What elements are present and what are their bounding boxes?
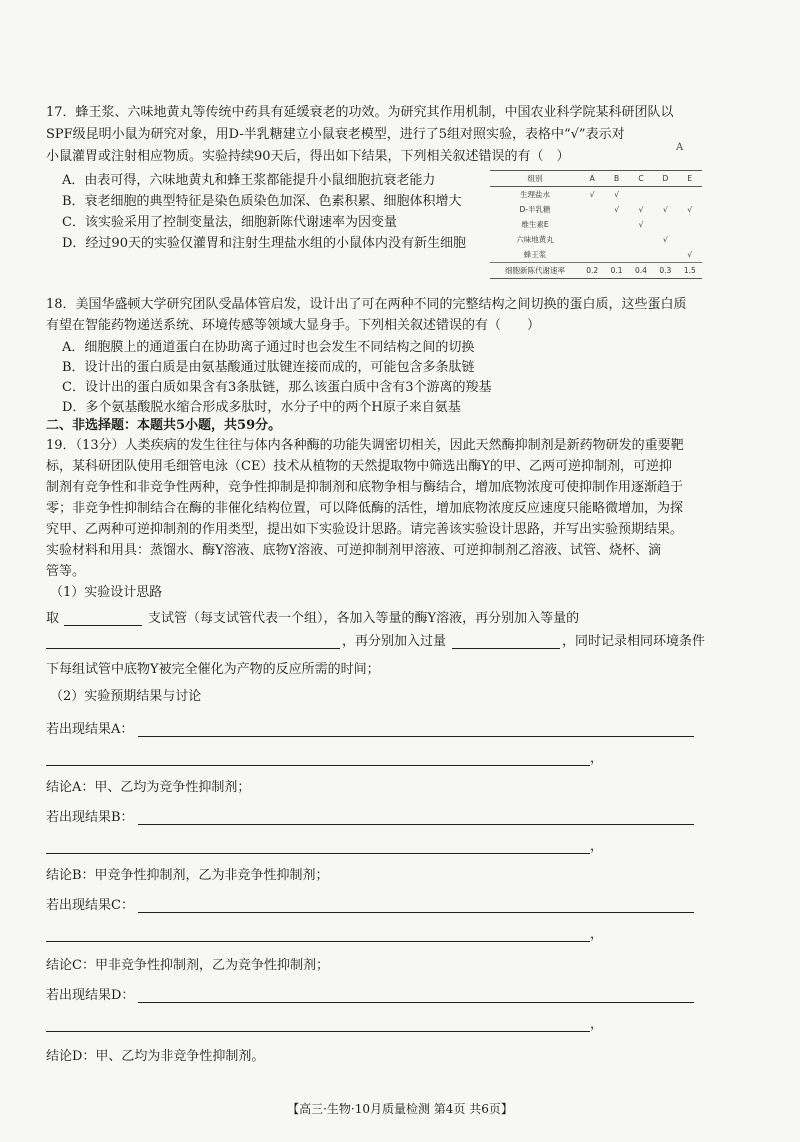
table-cell: √	[638, 205, 644, 214]
conclusion-d: 结论D：甲、乙均为非竞争性抑制剂。	[46, 1049, 265, 1064]
table-cell	[604, 232, 628, 247]
result-d-blank-2[interactable]	[46, 1031, 590, 1032]
blank-1[interactable]	[64, 625, 142, 626]
table-cell: 生理盐水	[520, 190, 550, 199]
table-cell: 0.2	[580, 263, 604, 279]
result-a-blank-1[interactable]	[138, 736, 694, 737]
part1-text-b: 支试管（每支试管代表一个组），各加入等量的酶Y溶液，再分别加入等量的	[148, 611, 580, 626]
q17-table	[490, 170, 702, 279]
table-cell: 细胞新陈代谢速率	[490, 263, 580, 279]
part2-title: （2）实验预期结果与讨论	[50, 689, 202, 704]
table-cell	[580, 232, 604, 247]
table-row	[490, 202, 702, 217]
q19-line: 管等。	[46, 564, 86, 579]
result-b-blank-2[interactable]	[46, 853, 590, 854]
q17-stem-line2: SPF级昆明小鼠为研究对象，用D-半乳糖建立小鼠衰老模型，进行了5组对照实验，表格中“√”表示对	[46, 127, 625, 142]
part1-title: （1）实验设计思路	[50, 585, 163, 600]
table-cell: √	[589, 190, 595, 199]
part1-text-a: 取	[46, 611, 60, 626]
blank-3[interactable]	[452, 648, 560, 649]
table-cell	[653, 247, 677, 263]
table-cell	[653, 187, 677, 203]
q17-stem-line1: 17．蜂王浆、六味地黄丸等传统中药具有延缓衰老的功效。为研究其作用机制，中国农业科学院某科研团队以	[46, 105, 674, 120]
table-header-cell: 组别	[490, 171, 580, 187]
part1-text-c: ，再分别加入过量	[342, 634, 447, 649]
table-cell: 0.3	[653, 263, 677, 279]
table-row	[490, 247, 702, 263]
result-a-label: 若出现结果A：	[46, 722, 134, 737]
table-header-row	[490, 171, 702, 187]
q17-option-d: D．经过90天的实验仅灌胃和注射生理盐水组的小鼠体内没有新生细胞	[62, 236, 466, 251]
table-cell: 维生素E	[521, 220, 549, 229]
table-header-cell: E	[678, 171, 702, 187]
result-b-label: 若出现结果B：	[46, 810, 134, 825]
table-cell	[580, 217, 604, 232]
table-cell: √	[614, 205, 619, 214]
q19-line: 零；非竞争性抑制结合在酶的非催化结构位置，可以降低酶的活性，增加底物浓度反应速度只能略微增加，为探	[46, 501, 684, 516]
table-cell: √	[687, 205, 693, 214]
q19-line: 实验材料和用具：蒸馏水、酶Y溶液、底物Y溶液、可逆抑制剂甲溶液、可逆抑制剂乙溶液、试管、烧杯、滴	[46, 543, 662, 558]
q18-stem-line2: 有望在智能药物递送系统、环境传感等领域大显身手。下列相关叙述错误的有（ ）	[46, 318, 541, 333]
table-cell	[653, 217, 677, 232]
table-header-cell: C	[629, 171, 653, 187]
q19-line: 标，某科研团队使用毛细管电泳（CE）技术从植物的天然提取物中筛选出酶Y的甲、乙两可逆抑制剂，可逆抑	[46, 459, 673, 474]
result-c-blank-2[interactable]	[46, 941, 590, 942]
q18-option-b: B．设计出的蛋白质是由氨基酸通过肽键连接而成的，可能包含多条肽链	[62, 360, 475, 375]
conclusion-a: 结论A：甲、乙均为竞争性抑制剂；	[46, 780, 251, 795]
conclusion-c: 结论C：甲非竞争性抑制剂，乙为竞争性抑制剂；	[46, 958, 329, 973]
table-cell: 1.5	[678, 263, 702, 279]
table-cell: 0.4	[629, 263, 653, 279]
table-cell	[580, 247, 604, 263]
q18-option-a: A．细胞膜上的通道蛋白在协助离子通过时也会发生不同结构之间的切换	[62, 340, 475, 355]
table-row	[490, 263, 702, 279]
part1-text-d: ，同时记录相同环境条件	[562, 634, 706, 649]
table-cell	[604, 247, 628, 263]
blank-2[interactable]	[46, 648, 340, 649]
table-header-cell: D	[653, 171, 677, 187]
q18-option-d: D．多个氨基酸脱水缩合形成多肽时，水分子中的两个H原子来自氨基	[62, 400, 461, 415]
table-cell: √	[687, 250, 693, 259]
table-header-cell: A	[580, 171, 604, 187]
corner-mark: A	[676, 142, 684, 153]
result-c-blank-1[interactable]	[138, 912, 694, 913]
part1-text-e: 下每组试管中底物Y被完全催化为产物的反应所需的时间；	[46, 662, 380, 677]
result-b-blank-1[interactable]	[138, 824, 694, 825]
result-c-label: 若出现结果C：	[46, 898, 134, 913]
comma: ，	[590, 1017, 604, 1032]
page-footer: 【高三·生物·10月质量检测 第4页 共6页】	[287, 1102, 513, 1116]
q17-option-b: B．衰老细胞的典型特征是染色质染色加深、色素积累、细胞体积增大	[62, 194, 462, 209]
comma: ，	[590, 927, 604, 942]
result-a-blank-2[interactable]	[46, 765, 590, 766]
table-cell	[678, 187, 702, 203]
q17-option-a: A．由表可得，六味地黄丸和蜂王浆都能提升小鼠细胞抗衰老能力	[62, 173, 436, 188]
comma: ，	[590, 839, 604, 854]
table-cell	[580, 202, 604, 217]
result-d-label: 若出现结果D：	[46, 988, 135, 1003]
table-cell	[604, 217, 628, 232]
table-cell: 蜂王浆	[523, 250, 547, 259]
table-cell: 六味地黄丸	[516, 235, 554, 244]
table-row	[490, 187, 702, 203]
table-header-cell: B	[604, 171, 628, 187]
conclusion-b: 结论B：甲竞争性抑制剂，乙为非竞争性抑制剂；	[46, 868, 329, 883]
table-cell: √	[638, 220, 644, 229]
table-cell: 0.1	[604, 263, 628, 279]
table-cell	[678, 217, 702, 232]
table-row	[490, 232, 702, 247]
q19-line: 19．（13分）人类疾病的发生往往与体内各种酶的功能失调密切相关，因此天然酶抑制剂是新药物研发的重要靶	[46, 438, 684, 453]
table-cell: D-半乳糖	[519, 205, 551, 214]
section-2-heading: 二、非选择题：本题共5小题，共59分。	[46, 418, 282, 433]
q17-option-c: C．该实验采用了控制变量法，细胞新陈代谢速率为因变量	[62, 215, 397, 230]
q19-line: 制剂有竞争性和非竞争性两种，竞争性抑制是抑制剂和底物争相与酶结合，增加底物浓度可使抑制作用逐渐趋于	[46, 480, 684, 495]
table-cell: √	[662, 235, 668, 244]
table-cell: √	[662, 205, 668, 214]
result-d-blank-1[interactable]	[138, 1002, 694, 1003]
q18-stem-line1: 18．美国华盛顿大学研究团队受晶体管启发，设计出了可在两种不同的完整结构之间切换的蛋白质，这些蛋白质	[46, 297, 687, 312]
table-cell	[629, 187, 653, 203]
table-cell: √	[614, 190, 619, 199]
table-cell	[629, 247, 653, 263]
q17-stem-line3: 小鼠灌胃或注射相应物质。实验持续90天后，得出如下结果，下列相关叙述错误的有（ ）	[46, 149, 570, 164]
table-cell	[629, 232, 653, 247]
table-cell	[678, 232, 702, 247]
comma: ，	[590, 751, 604, 766]
table-row	[490, 217, 702, 232]
q18-option-c: C．设计出的蛋白质如果含有3条肽链，那么该蛋白质中含有3个游离的羧基	[62, 380, 492, 395]
q19-line: 究甲、乙两种可逆抑制剂的作用类型，提出如下实验设计思路。请完善该实验设计思路，并写出实验预期结果。	[46, 522, 684, 537]
